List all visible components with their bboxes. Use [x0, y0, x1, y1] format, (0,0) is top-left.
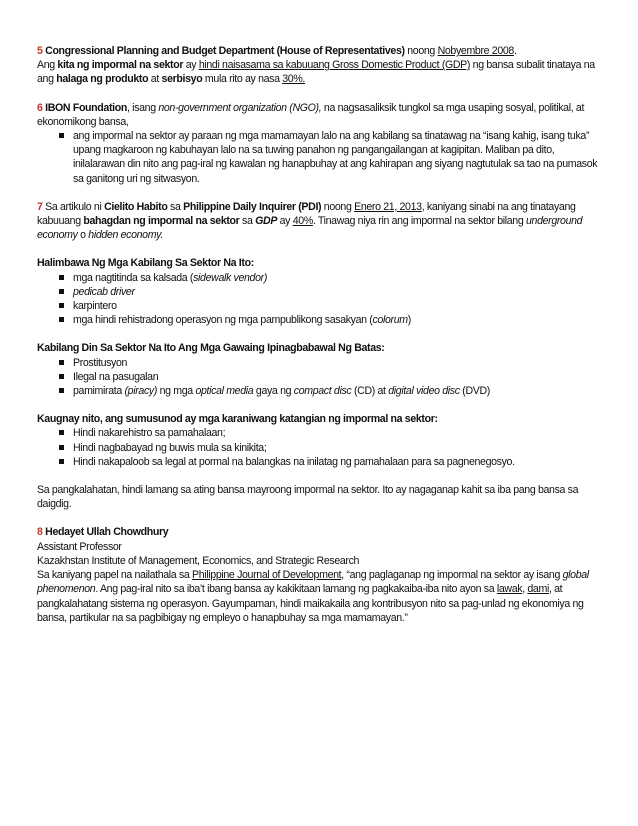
- footnote-number: 6: [37, 101, 43, 114]
- underlined-term: lawak: [496, 583, 523, 596]
- list-item-text: mga hindi rehistradong operasyon ng mga pampublikong sasakyan (: [73, 314, 373, 327]
- list-item: [37, 441, 603, 455]
- list-item-text: mga nagtitinda sa kalsada (: [73, 271, 194, 284]
- text: ng bansa subalit tinataya na ang: [37, 59, 595, 86]
- list-item: [37, 313, 603, 327]
- text: , isang: [126, 101, 159, 114]
- text: (DVD): [459, 385, 490, 398]
- section-6-list: [37, 129, 603, 186]
- section-8-heading: [37, 525, 603, 539]
- list-item-text: Hindi nakarehistro sa pamahalaan;: [73, 427, 226, 440]
- text: Sa artikulo ni: [42, 200, 105, 213]
- list-item-text: pamimirata: [73, 385, 125, 398]
- italic-term: global phenomenon: [37, 569, 589, 596]
- text: sa: [239, 215, 256, 228]
- illegal-list: [37, 356, 603, 399]
- source-name: Congressional Planning and Budget Department (House of Representatives): [45, 45, 405, 57]
- characteristics-heading: Kaugnay nito, ang sumusunod ay mga karaniwang katangian ng impormal na sektor:: [37, 413, 438, 426]
- italic-term: (piracy): [124, 385, 158, 398]
- section-5-body: [37, 58, 603, 86]
- list-item: [37, 271, 603, 285]
- text: , at pangkalahatang sistema ng operasyon. Gayumpaman, hindi maikakaila ang kontribusyon nito sa pag-unlad ng ekonomiya ng bansa, partikular na sa pagbibigay ng empleyo o hanapbuhay sa mga mamamayan.”: [37, 583, 584, 624]
- bullet-icon: [59, 133, 64, 138]
- list-item-text: Prostitusyon: [73, 356, 128, 369]
- list-item-text: Hindi nakapaloob sa legal at pormal na balangkas na inilatag ng pamahalaan para sa pagnenegosyo.: [73, 455, 515, 468]
- text: ay: [183, 59, 199, 72]
- text: ,: [522, 583, 528, 596]
- percent-value: 40%: [292, 215, 313, 228]
- list-item: [37, 129, 603, 186]
- text: noong: [404, 45, 438, 57]
- gdp-term: GDP: [255, 215, 278, 228]
- text: , “ang paglaganap ng impormal na sektor ay isang: [341, 569, 563, 582]
- list-item: [37, 370, 603, 384]
- list-item: [37, 455, 603, 469]
- text: Ang: [37, 59, 58, 72]
- italic-term: hidden economy.: [88, 229, 163, 242]
- list-item-text: ang impormal na sektor ay paraan ng mga mamamayan lalo na ang kabilang sa tinatawag na “isang kahig, isang tuka” upang magkaroon ng kabuhayan lalo na sa tuwing panahon ng pangangailangan at kagipitan. Maliban pa dito, inilalarawan din nito ang pag-iral ng kawalan ng hanapbuhay at ang kahirapan ang siyang nagtutulak sa tao na pumasok sa ganitong uri ng sitwasyon.: [73, 130, 598, 185]
- source-date: Nobyembre 2008: [437, 45, 514, 57]
- list-item: [37, 356, 603, 370]
- list-item-text: karpintero: [73, 300, 117, 313]
- text: ): [407, 314, 411, 327]
- bullet-icon: [59, 360, 64, 365]
- footnote-number: 7: [37, 200, 43, 213]
- italic-term: compact disc: [293, 385, 352, 398]
- text: mula rito ay nasa: [202, 73, 283, 86]
- section-6-heading: [37, 101, 603, 129]
- text: . Ang pag-iral nito sa iba’t ibang bansa ay kakikitaan lamang ng pagkakaiba-iba nito ayon sa: [95, 583, 497, 596]
- percent-value: 30%.: [282, 73, 305, 86]
- text: (CD) at: [351, 385, 389, 398]
- bullet-icon: [59, 275, 64, 280]
- author-name: Hedayet Ullah Chowdhury: [45, 526, 169, 539]
- list-item: [37, 384, 603, 398]
- bullet-icon: [59, 317, 64, 322]
- text: sa: [167, 200, 184, 213]
- italic-term: sidewalk vendor): [193, 271, 267, 284]
- italic-term: underground economy: [37, 215, 583, 242]
- summary-paragraph: Sa pangkalahatan, hindi lamang sa ating bansa mayroong impormal na sektor. Ito ay nagaganap kahit sa iba pang bansa sa daigdig.: [37, 484, 579, 511]
- text: , kaniyang sinabi na ang tinatayang kabuuang: [37, 200, 576, 228]
- text: ay: [277, 215, 293, 228]
- text: o: [77, 229, 89, 242]
- text: .: [513, 45, 517, 57]
- section-8-body: [37, 568, 603, 625]
- author-title: Assistant Professor: [37, 540, 122, 553]
- section-7-body: [37, 200, 603, 243]
- illegal-heading: Kabilang Din Sa Sektor Na Ito Ang Mga Gawaing Ipinagbabawal Ng Batas:: [37, 342, 385, 355]
- list-item: [37, 426, 603, 440]
- bullet-icon: [59, 459, 64, 464]
- text: . Tinawag niya rin ang impormal na sektor bilang: [312, 215, 526, 228]
- text: gaya ng: [253, 385, 294, 398]
- source-date: Enero 21, 2013: [354, 200, 422, 213]
- author-institute: Kazakhstan Institute of Management, Economics, and Strategic Research: [37, 554, 360, 567]
- bullet-icon: [59, 430, 64, 435]
- characteristics-list: [37, 426, 603, 469]
- list-item-text: Hindi nagbabayad ng buwis mula sa kinikita;: [73, 441, 267, 454]
- bold-term: bahagdan ng impormal na sektor: [83, 215, 240, 228]
- underlined-term: dami: [527, 583, 549, 596]
- examples-heading: Halimbawa Ng Mga Kabilang Sa Sektor Na Ito:: [37, 257, 254, 270]
- text: at: [148, 73, 162, 86]
- bullet-icon: [59, 388, 64, 393]
- footnote-number: 5: [37, 45, 43, 57]
- text: na nagsasaliksik tungkol sa mga usaping sosyal, politikal, at ekonomikong bansa,: [37, 101, 585, 128]
- italic-term: colorum: [372, 314, 408, 327]
- text: noong: [321, 200, 355, 213]
- list-item: [37, 299, 603, 313]
- source-name: IBON Foundation: [45, 101, 127, 114]
- italic-term: optical media: [195, 385, 254, 398]
- footnote-number: 8: [37, 526, 43, 539]
- italic-term: digital video disc: [388, 385, 460, 398]
- examples-list: [37, 271, 603, 328]
- bold-term: halaga ng produkto: [56, 73, 149, 86]
- document-page: [37, 44, 603, 625]
- source-name: Philippine Daily Inquirer (PDI): [183, 200, 322, 213]
- list-item: [37, 285, 603, 299]
- text: Sa kaniyang papel na nailathala sa: [37, 569, 193, 582]
- journal-name: Philippine Journal of Development: [192, 569, 342, 582]
- list-item-text: Ilegal na pasugalan: [73, 370, 159, 383]
- section-5-heading: [37, 44, 603, 58]
- bullet-icon: [59, 289, 64, 294]
- author-name: Cielito Habito: [104, 200, 168, 213]
- bold-term: kita ng impormal na sektor: [57, 59, 184, 72]
- underlined-term: hindi naisasama sa kabuuang Gross Domestic Product (GDP): [198, 59, 471, 72]
- bullet-icon: [59, 374, 64, 379]
- text: ng mga: [157, 385, 196, 398]
- bullet-icon: [59, 303, 64, 308]
- bullet-icon: [59, 445, 64, 450]
- bold-term: serbisyo: [161, 73, 203, 86]
- italic-term: pedicab driver: [73, 285, 135, 298]
- italic-term: non-government organization (NGO),: [158, 101, 322, 114]
